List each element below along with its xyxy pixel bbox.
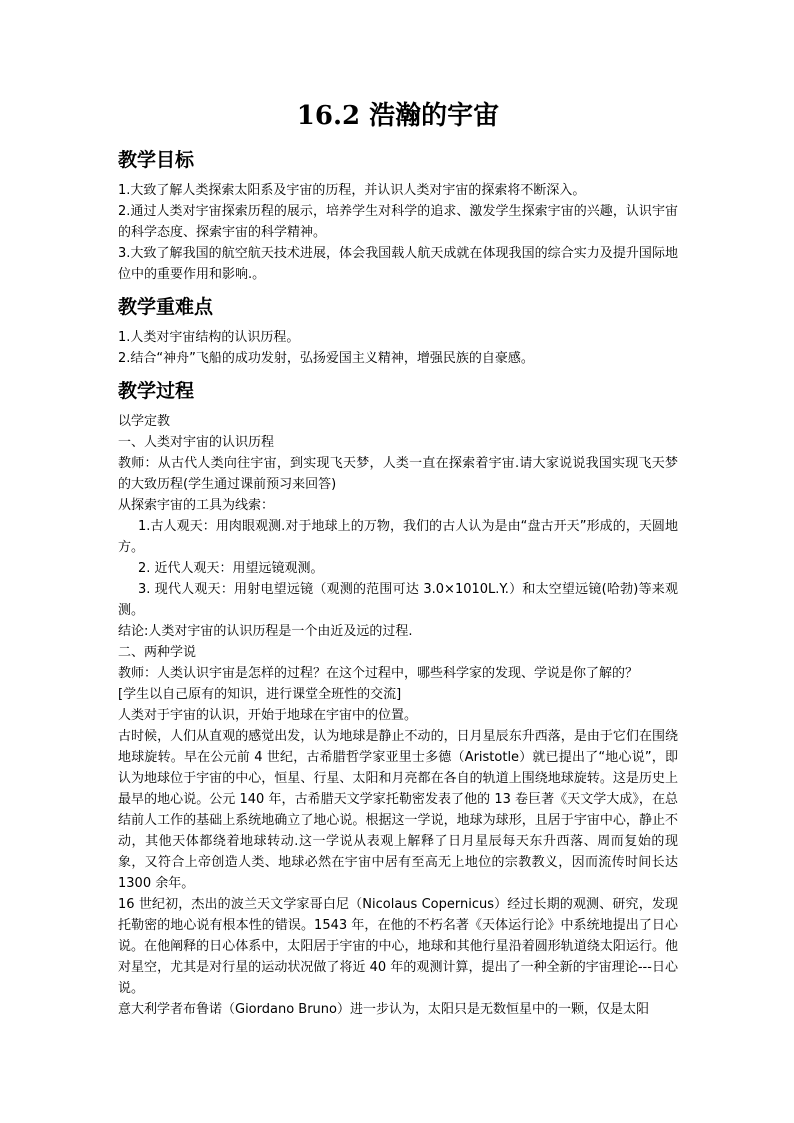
process-list-item: 3. 现代人观天：用射电望远镜（观测的范围可达 3.0×1010L.Y.）和太空望远镜(哈勃)等来观测。 (118, 582, 678, 618)
process-line: 教师：人类认识宇宙是怎样的过程？在这个过程中，哪些科学家的发现、学说是你了解的？ (118, 666, 639, 681)
process-line: 教师：从古代人类向往宇宙，到实现飞天梦，人类一直在探索着宇宙.请大家说说我国实现飞天梦的大致历程(学生通过课前预习来回答) (118, 456, 678, 492)
goal-item: 2.通过人类对宇宙探索历程的展示，培养学生对科学的追求、激发学生探索宇宙的兴趣，认识宇宙的科学态度、探索宇宙的科学精神。 (118, 204, 678, 240)
heading-keypoints: 教学重难点 (118, 296, 214, 318)
goal-item: 1.大致了解人类探索太阳系及宇宙的历程，并认识人类对宇宙的探索将不断深入。 (118, 183, 586, 198)
subsection-heading: 二、两种学说 (118, 645, 197, 660)
process-paragraph: 16 世纪初，杰出的波兰天文学家哥白尼（Nicolaus Copernicus）经过长期的观测、研究，发现托勒密的地心说有根本性的错误。1543 年，在他的不朽名著《天体运行论》中系统地提出了日心说。在他阐释的日心体系中，太阳居于宇宙的中心，地球和其他行星沿着圆形轨道绕太阳运行。他对星空，尤其是对行星的运动状况做了将近 40 年的观测计算，提出了一种全新的宇宙理论---日心说。 (118, 897, 678, 996)
keypoint-item: 2.结合“神舟”飞船的成功发射，弘扬爱国主义精神，增强民族的自豪感。 (118, 351, 534, 366)
process-line: 以学定教 (118, 414, 171, 429)
process-paragraph: 意大利学者布鲁诺（Giordano Bruno）进一步认为，太阳只是无数恒星中的一颗，仅是太阳 (118, 1002, 649, 1017)
process-list-item: 2. 近代人观天：用望远镜观测。 (138, 561, 324, 576)
keypoint-item: 1.人类对宇宙结构的认识历程。 (118, 330, 300, 345)
process-paragraph: 古时候，人们从直观的感觉出发，认为地球是静止不动的，日月星辰东升西落，是由于它们在围绕地球旋转。早在公元前 4 世纪，古希腊哲学家亚里士多德（Aristotle）就已提出了“地心说”，即认为地球位于宇宙的中心，恒星、行星、太阳和月亮都在各自的轨道上围绕地球旋转。这是历史上最早的地心说。公元 140 年，古希腊天文学家托勒密发表了他的 13 卷巨著《天文学大成》，在总结前人工作的基础上系统地确立了地心说。根据这一学说，地球为球形，且居于宇宙中心，静止不动，其他天体都绕着地球转动.这一学说从表观上解释了日月星辰每天东升西落、周而复始的现象，又符合上帝创造人类、地球必然在宇宙中居有至高无上地位的宗教教义，因而流传时间长达 1300 余年。 (118, 729, 678, 891)
process-line: 从探索宇宙的工具为线索： (118, 498, 275, 513)
subsection-heading: 一、人类对宇宙的认识历程 (118, 435, 275, 450)
process-list-item: 1.古人观天：用肉眼观测.对于地球上的万物，我们的古人认为是由“盘古开天”形成的，天圆地方。 (118, 519, 678, 555)
process-line: 人类对于宇宙的认识，开始于地球在宇宙中的位置。 (118, 708, 418, 723)
process-line: [学生以自己原有的知识，进行课堂全班性的交流] (118, 687, 402, 702)
goal-item: 3.大致了解我国的航空航天技术进展，体会我国载人航天成就在体现我国的综合实力及提升国际地位中的重要作用和影响.。 (118, 246, 678, 282)
document-title: 16.2 浩瀚的宇宙 (296, 101, 500, 131)
heading-process: 教学过程 (118, 380, 195, 402)
heading-goals: 教学目标 (118, 149, 195, 171)
document-page (118, 98, 678, 1020)
process-line: 结论:人类对宇宙的认识历程是一个由近及远的过程. (118, 624, 413, 639)
